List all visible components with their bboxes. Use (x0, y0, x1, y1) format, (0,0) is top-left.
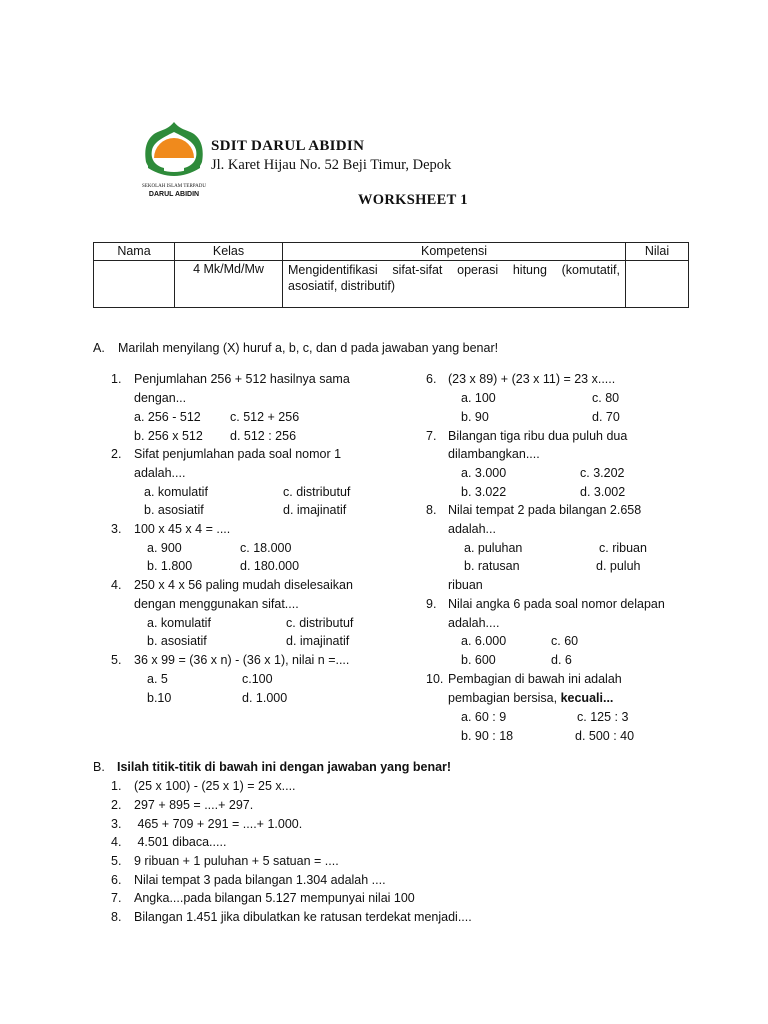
section-a-instruction: Marilah menyilang (X) huruf a, b, c, dan d pada jawaban yang benar! (118, 341, 499, 355)
question-text: Nilai angka 6 pada soal nomor delapan (448, 597, 665, 611)
question-text: dilambangkan.... (448, 447, 540, 461)
option-d[interactable]: d. imajinatif (283, 503, 347, 517)
question-emphasis: kecuali... (560, 691, 614, 705)
student-info-table (93, 242, 689, 308)
option-d[interactable]: d. puluh (596, 559, 641, 573)
fill-item-number: 8. (111, 910, 122, 924)
logo-subtitle: SEKOLAH ISLAM TERPADU (142, 184, 206, 189)
question-text: Pembagian di bawah ini adalah (448, 672, 622, 686)
school-name: SDIT DARUL ABIDIN (211, 138, 365, 154)
option-a[interactable]: a. 900 (147, 541, 182, 555)
option-c[interactable]: c. 512 + 256 (230, 410, 300, 424)
option-c[interactable]: c.100 (242, 672, 273, 686)
option-b[interactable]: b. 90 (461, 410, 489, 424)
option-c[interactable]: c. 60 (551, 634, 579, 648)
question-text: 100 x 45 x 4 = .... (134, 522, 231, 536)
question-number: 2. (111, 447, 122, 461)
fill-item-text: 9 ribuan + 1 puluhan + 5 satuan = .... (134, 854, 339, 868)
question-text: adalah... (448, 522, 496, 536)
question-text: dengan... (134, 391, 187, 405)
school-logo (138, 120, 210, 204)
option-b[interactable]: b. asosiatif (147, 634, 207, 648)
cell-nilai[interactable] (626, 261, 689, 308)
fill-item-number: 7. (111, 891, 122, 905)
option-d[interactable]: d. 180.000 (240, 559, 300, 573)
fill-item-text: Angka....pada bilangan 5.127 mempunyai nilai 100 (134, 891, 415, 905)
cell-kompetensi: Mengidentifikasi sifat-sifat operasi hitung (komutatif, asosiatif, distributif) (283, 261, 626, 308)
option-c[interactable]: c. ribuan (599, 541, 647, 555)
option-d[interactable]: d. 70 (592, 410, 620, 424)
fill-item-text: 297 + 895 = ....+ 297. (134, 798, 254, 812)
question-number: 5. (111, 653, 122, 667)
question-text: 250 x 4 x 56 paling mudah diselesaikan (134, 578, 353, 592)
option-c[interactable]: c. distributuf (286, 616, 354, 630)
option-d[interactable]: d. 512 : 256 (230, 429, 297, 443)
question-text: Penjumlahan 256 + 512 hasilnya sama (134, 372, 350, 386)
question-number: 8. (426, 503, 437, 517)
fill-item-number: 3. (111, 817, 122, 831)
section-b-instruction: Isilah titik-titik di bawah ini dengan jawaban yang benar! (117, 760, 452, 774)
question-number: 1. (111, 372, 122, 386)
option-d[interactable]: d. 6 (551, 653, 572, 667)
fill-item-text: 4.501 dibaca..... (134, 835, 227, 849)
option-a[interactable]: a. 6.000 (461, 634, 507, 648)
question-text: Sifat penjumlahan pada soal nomor 1 (134, 447, 342, 461)
option-a[interactable]: a. komulatif (144, 485, 208, 499)
question-text: dengan menggunakan sifat.... (134, 597, 299, 611)
option-d[interactable]: d. 1.000 (242, 691, 288, 705)
question-text: 36 x 99 = (36 x n) - (36 x 1), nilai n =.... (134, 653, 350, 667)
option-b[interactable]: b. 600 (461, 653, 496, 667)
option-a[interactable]: a. 3.000 (461, 466, 507, 480)
option-c[interactable]: c. distributuf (283, 485, 351, 499)
logo-name: DARUL ABIDIN (148, 191, 200, 198)
question-number: 4. (111, 578, 122, 592)
question-text: adalah.... (134, 466, 186, 480)
option-b[interactable]: b. 1.800 (147, 559, 193, 573)
fill-item-number: 1. (111, 779, 122, 793)
header-nama: Nama (94, 243, 175, 261)
fill-item-number: 4. (111, 835, 122, 849)
fill-item-text: Nilai tempat 3 pada bilangan 1.304 adalah .... (134, 873, 386, 887)
section-b-letter: B. (93, 760, 105, 774)
fill-item-text: (25 x 100) - (25 x 1) = 25 x.... (134, 779, 296, 793)
question-number: 7. (426, 429, 437, 443)
option-a[interactable]: a. 60 : 9 (461, 710, 507, 724)
option-a[interactable]: a. 100 (461, 391, 496, 405)
option-d[interactable]: d. 500 : 40 (575, 729, 635, 743)
option-b[interactable]: b. 256 x 512 (134, 429, 203, 443)
option-b[interactable]: b. ratusan (464, 559, 520, 573)
option-b[interactable]: b.10 (147, 691, 172, 705)
option-c[interactable]: c. 80 (592, 391, 620, 405)
option-c[interactable]: c. 3.202 (580, 466, 625, 480)
option-d[interactable]: d. 3.002 (580, 485, 626, 499)
option-a[interactable]: a. puluhan (464, 541, 523, 555)
question-text: Nilai tempat 2 pada bilangan 2.658 (448, 503, 642, 517)
option-c[interactable]: c. 18.000 (240, 541, 292, 555)
fill-item-number: 5. (111, 854, 122, 868)
fill-item-text: Bilangan 1.451 jika dibulatkan ke ratusan terdekat menjadi.... (134, 910, 472, 924)
option-b[interactable]: b. asosiatif (144, 503, 204, 517)
header-nilai: Nilai (626, 243, 689, 261)
header-kompetensi: Kompetensi (283, 243, 626, 261)
option-d-continued: ribuan (448, 578, 483, 592)
table-row (94, 261, 689, 308)
question-text: adalah.... (448, 616, 500, 630)
worksheet-title: WORKSHEET 1 (358, 192, 468, 208)
question-number: 3. (111, 522, 122, 536)
fill-item-number: 6. (111, 873, 122, 887)
cell-kelas: 4 Mk/Md/Mw (175, 261, 283, 308)
option-a[interactable]: a. komulatif (147, 616, 211, 630)
option-d[interactable]: d. imajinatif (286, 634, 350, 648)
option-a[interactable]: a. 5 (147, 672, 168, 686)
option-b[interactable]: b. 3.022 (461, 485, 507, 499)
cell-nama[interactable] (94, 261, 175, 308)
table-header-row (94, 243, 689, 261)
option-b[interactable]: b. 90 : 18 (461, 729, 514, 743)
question-text: (23 x 89) + (23 x 11) = 23 x..... (448, 372, 616, 386)
fill-item-number: 2. (111, 798, 122, 812)
header-kelas: Kelas (175, 243, 283, 261)
fill-item-text: 465 + 709 + 291 = ....+ 1.000. (134, 817, 303, 831)
question-number: 10. (426, 672, 444, 686)
option-a[interactable]: a. 256 - 512 (134, 410, 201, 424)
option-c[interactable]: c. 125 : 3 (577, 710, 629, 724)
school-address: Jl. Karet Hijau No. 52 Beji Timur, Depok (211, 157, 452, 173)
question-number: 6. (426, 372, 437, 386)
question-number: 9. (426, 597, 437, 611)
question-text (448, 689, 613, 708)
question-text-part: pembagian bersisa, (448, 691, 561, 705)
section-a-letter: A. (93, 341, 105, 355)
question-text: Bilangan tiga ribu dua puluh dua (448, 429, 628, 443)
